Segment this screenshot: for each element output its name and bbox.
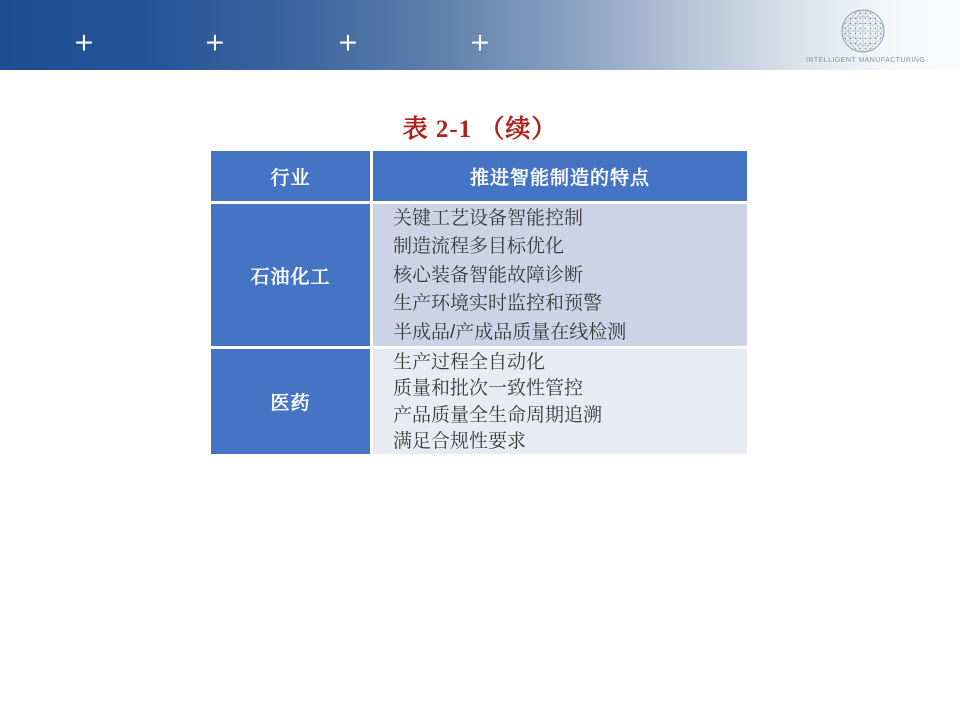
feature-line: 质量和批次一致性管控 (393, 378, 584, 400)
industry-features-table (211, 151, 747, 454)
features-cell-pharma (373, 349, 747, 454)
feature-line: 满足合规性要求 (393, 431, 527, 453)
feature-line: 生产环境实时监控和预警 (393, 293, 603, 315)
logo (806, 7, 926, 64)
column-header-industry: 行业 (211, 151, 370, 201)
feature-line: 制造流程多目标优化 (393, 236, 565, 258)
features-cell-petrochemical (373, 204, 747, 346)
plus-decoration-icon: + (469, 27, 491, 57)
industry-cell-petrochemical: 石油化工 (211, 204, 370, 346)
industry-cell-pharma: 医药 (211, 349, 370, 454)
plus-decoration-icon: + (204, 27, 226, 57)
feature-line: 关键工艺设备智能控制 (393, 208, 584, 229)
logo-caption: INTELLIGENT MANUFACTURING (806, 57, 926, 64)
wireframe-sphere-icon (839, 7, 887, 55)
table-title: 表 2-1 （续） (402, 116, 558, 143)
plus-decoration-icon: + (73, 27, 95, 57)
feature-line: 核心装备智能故障诊断 (393, 264, 584, 286)
feature-line: 半成品/产成品质量在线检测 (393, 321, 627, 343)
plus-decoration-icon: + (337, 27, 359, 57)
column-header-features: 推进智能制造的特点 (373, 151, 747, 201)
feature-line: 产品质量全生命周期追溯 (393, 404, 603, 426)
feature-line: 生产过程全自动化 (393, 352, 546, 373)
